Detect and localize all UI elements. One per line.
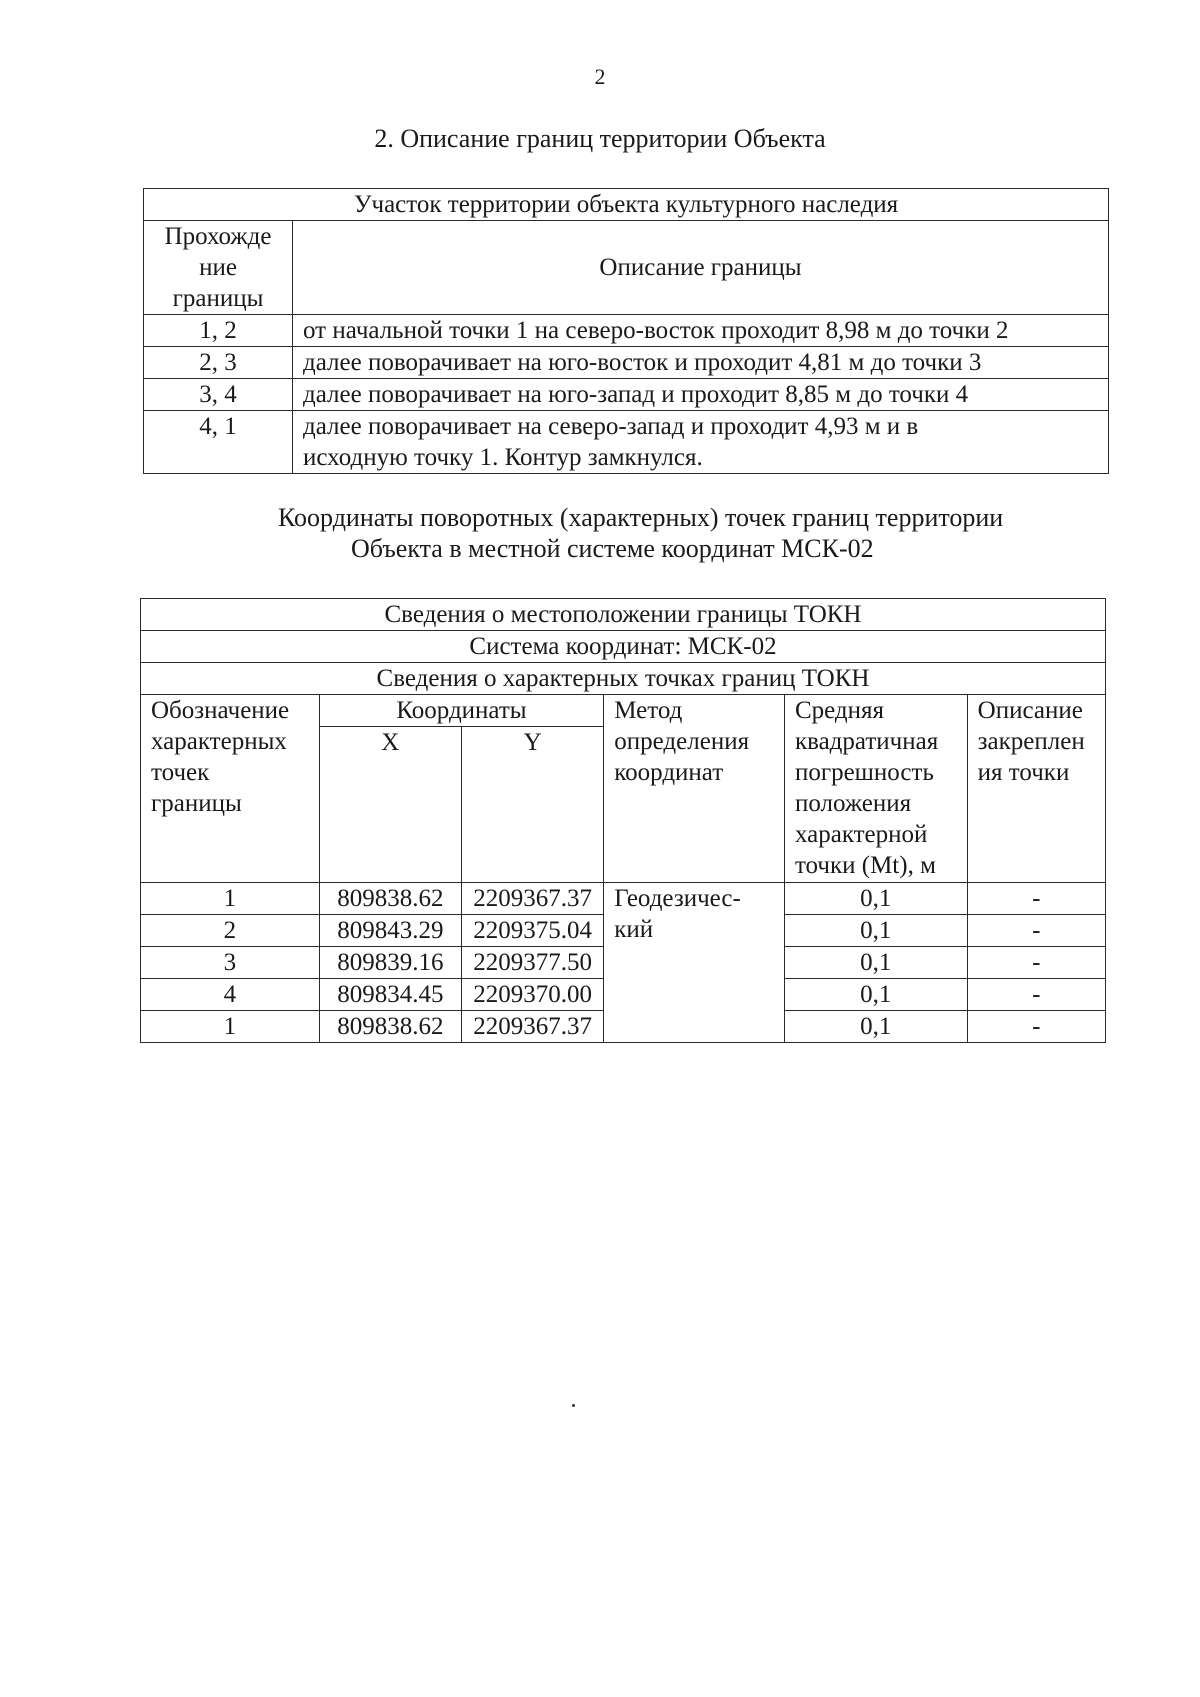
method-header: [604, 695, 785, 883]
coordinates-subtitle-line: Объекта в местной системе координат МСК-02: [351, 534, 874, 563]
method-cell: [604, 883, 785, 1043]
error-cell: 0,1: [784, 979, 967, 1011]
page-number: 2: [594, 64, 606, 89]
method-line: кий: [614, 916, 654, 943]
fixing-cell: -: [967, 915, 1105, 947]
table-row: [141, 883, 1106, 915]
fixing-cell: -: [967, 883, 1105, 915]
table-row: [144, 379, 1109, 411]
error-cell: 0,1: [784, 883, 967, 915]
error-header-line: погрешность: [794, 759, 934, 786]
fixing-header-line: ия точки: [977, 759, 1070, 786]
error-cell: 0,1: [784, 947, 967, 979]
method-header-line: координат: [614, 759, 724, 786]
y-cell: 2209375.04: [461, 915, 603, 947]
point-header-line: Обозначение: [151, 697, 290, 724]
method-line: Геодезичес-: [614, 885, 741, 912]
coordinates-header: Координаты: [319, 695, 604, 727]
description-cell: далее поворачивает на юго-восток и проходит 4,81 м до точки 3: [293, 347, 1109, 379]
x-cell: 809843.29: [319, 915, 461, 947]
table-row: [144, 347, 1109, 379]
error-cell: 0,1: [784, 1011, 967, 1043]
passage-cell: 3, 4: [144, 379, 293, 411]
coords-title-row: [141, 599, 1106, 631]
y-cell: 2209370.00: [461, 979, 603, 1011]
point-header-line: точек: [151, 759, 210, 786]
y-header: Y: [461, 727, 603, 883]
table-row: [144, 315, 1109, 347]
y-cell: 2209367.37: [461, 883, 603, 915]
y-cell: 2209377.50: [461, 947, 603, 979]
coords-points-title: Сведения о характерных точках границ ТОКН: [141, 663, 1106, 695]
fixing-header-line: закреплен: [977, 728, 1085, 755]
y-cell: 2209367.37: [461, 1011, 603, 1043]
point-cell: 2: [141, 915, 320, 947]
x-cell: 809834.45: [319, 979, 461, 1011]
x-header: X: [319, 727, 461, 883]
scan-speck: [572, 1404, 575, 1407]
passage-cell: 2, 3: [144, 347, 293, 379]
description-cell: [293, 411, 1109, 474]
error-header-line: Средняя: [794, 697, 884, 724]
point-cell: 1: [141, 883, 320, 915]
coords-title-row: [141, 663, 1106, 695]
description-line: далее поворачивает на северо-запад и проходит 4,93 м и в: [303, 413, 919, 440]
fixing-cell: -: [967, 979, 1105, 1011]
coords-title-row: [141, 631, 1106, 663]
method-header-line: Метод: [614, 697, 683, 724]
point-header: [141, 695, 320, 883]
fixing-cell: -: [967, 947, 1105, 979]
passage-header: [144, 221, 293, 315]
boundary-table: [143, 188, 1109, 474]
passage-cell: 4, 1: [144, 411, 293, 474]
boundary-table-title-row: [144, 189, 1109, 221]
description-cell: далее поворачивает на юго-запад и проходит 8,85 м до точки 4: [293, 379, 1109, 411]
x-cell: 809838.62: [319, 883, 461, 915]
method-header-line: определения: [614, 728, 750, 755]
fixing-header: [967, 695, 1105, 883]
point-header-line: границы: [151, 790, 242, 817]
description-cell: от начальной точки 1 на северо-восток проходит 8,98 м до точки 2: [293, 315, 1109, 347]
error-cell: 0,1: [784, 915, 967, 947]
passage-header-line: Прохожде: [164, 223, 272, 250]
boundary-table-title: Участок территории объекта культурного наследия: [144, 189, 1109, 221]
coords-header-row: [141, 695, 1106, 727]
table-row: [144, 411, 1109, 474]
coordinates-subtitle-line: Координаты поворотных (характерных) точек границ территории: [278, 503, 1004, 532]
boundary-table-header-row: [144, 221, 1109, 315]
coords-title: Сведения о местоположении границы ТОКН: [141, 599, 1106, 631]
passage-header-line: ние: [199, 254, 237, 281]
coords-system: Система координат: МСК-02: [141, 631, 1106, 663]
point-cell: 3: [141, 947, 320, 979]
description-header: Описание границы: [293, 221, 1109, 315]
description-line: исходную точку 1. Контур замкнулся.: [303, 444, 703, 471]
passage-cell: 1, 2: [144, 315, 293, 347]
error-header-line: квадратичная: [794, 728, 939, 755]
point-cell: 1: [141, 1011, 320, 1043]
error-header-line: точки (Mt), м: [794, 852, 936, 879]
fixing-header-line: Описание: [977, 697, 1083, 724]
point-header-line: характерных: [151, 728, 287, 755]
section-title: 2. Описание границ территории Объекта: [374, 124, 826, 153]
x-cell: 809838.62: [319, 1011, 461, 1043]
error-header: [784, 695, 967, 883]
fixing-cell: -: [967, 1011, 1105, 1043]
x-cell: 809839.16: [319, 947, 461, 979]
passage-header-line: границы: [172, 285, 264, 312]
point-cell: 4: [141, 979, 320, 1011]
coordinates-table: [140, 598, 1106, 1043]
error-header-line: характерной: [794, 821, 928, 848]
error-header-line: положения: [794, 790, 912, 817]
